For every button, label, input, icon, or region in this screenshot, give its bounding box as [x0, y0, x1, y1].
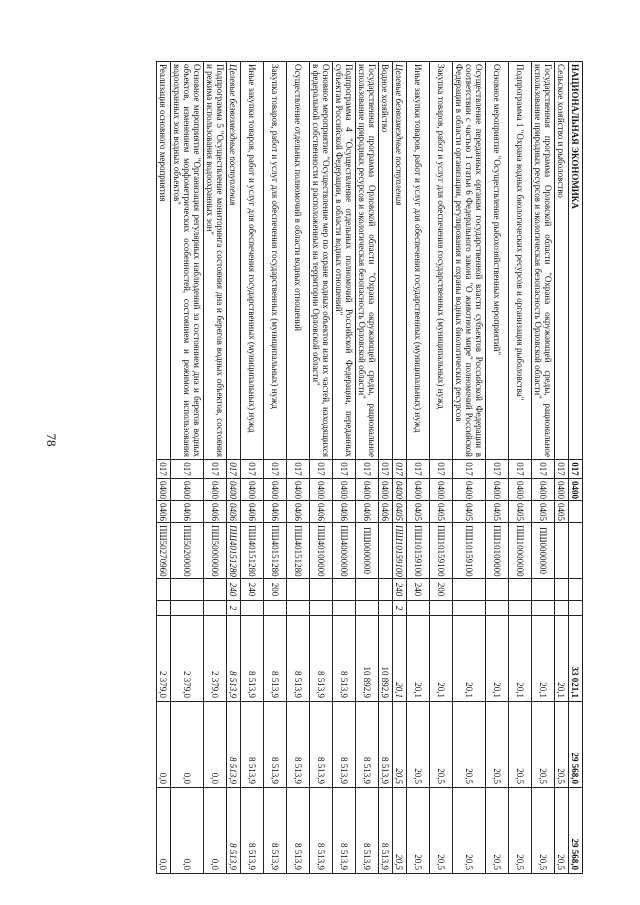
cell-desc: Основное мероприятие "Организация регулярных наблюдений за состоянием дна и берегов водных объектов, изменением морфометрических особенностей, состоянием и режимом использования водоохранных зон водных объектов"	[171, 62, 204, 460]
table-row	[310, 62, 333, 874]
cell-s3: 0,0	[157, 788, 171, 874]
cell-pr: 0406	[356, 501, 379, 523]
cell-s2: 20,5	[407, 702, 430, 788]
cell-rz: 0400	[287, 479, 310, 501]
cell-s1: 20,1	[430, 616, 453, 702]
cell-s1: 20,1	[393, 616, 407, 702]
cell-s3: 20,5	[453, 788, 486, 874]
cell-s1: 8 513,9	[264, 616, 287, 702]
cell-s1: 20,1	[486, 616, 509, 702]
cell-s1: 2 379,0	[157, 616, 171, 702]
table-row	[333, 62, 356, 874]
cell-dop	[310, 601, 333, 616]
cell-s3: 0,0	[171, 788, 204, 874]
cell-csr: ПШ50200000	[171, 523, 204, 579]
cell-desc: Целевые безвозмездные поступления	[227, 62, 241, 460]
cell-vr	[509, 579, 532, 601]
cell-desc: Государственная программа Орловской области "Охрана окружающей среды, рациональное использование природных ресурсов и экологическая безопасность Орловской области"	[532, 62, 555, 460]
cell-vr	[204, 579, 227, 601]
cell-s1: 2 379,0	[204, 616, 227, 702]
cell-s1: 8 513,9	[241, 616, 264, 702]
cell-pr: 0405	[486, 501, 509, 523]
cell-desc: Подпрограмма 1 "Охрана водных биологических ресурсов и организация рыболовства"	[509, 62, 532, 460]
cell-vr	[287, 579, 310, 601]
cell-csr: ПШ40151280	[241, 523, 264, 579]
cell-dop	[171, 601, 204, 616]
cell-s3: 20,5	[407, 788, 430, 874]
cell-ved: 017	[555, 460, 569, 479]
cell-pr: 0406	[264, 501, 287, 523]
cell-dop: 2	[393, 601, 407, 616]
cell-s2: 8 513,9	[287, 702, 310, 788]
cell-dop	[430, 601, 453, 616]
cell-dop	[486, 601, 509, 616]
cell-ved: 017	[509, 460, 532, 479]
cell-s3: 20,5	[430, 788, 453, 874]
cell-ved: 017	[227, 460, 241, 479]
cell-pr: 0406	[204, 501, 227, 523]
cell-ved: 017	[379, 460, 393, 479]
cell-s3: 29 568,0	[569, 788, 583, 874]
table-row	[430, 62, 453, 874]
cell-desc: Основное мероприятие "Осуществление рыбохозяйственных мероприятий"	[486, 62, 509, 460]
cell-csr: ПШ0000000	[532, 523, 555, 579]
cell-rz: 0400	[227, 479, 241, 501]
cell-rz: 0400	[241, 479, 264, 501]
cell-s2: 20,5	[393, 702, 407, 788]
cell-s1: 20,1	[555, 616, 569, 702]
cell-s3: 8 513,9	[333, 788, 356, 874]
cell-vr: 240	[407, 579, 430, 601]
cell-vr: 240	[227, 579, 241, 601]
cell-dop	[157, 601, 171, 616]
table-row	[532, 62, 555, 874]
cell-s3: 20,5	[532, 788, 555, 874]
cell-dop	[555, 601, 569, 616]
cell-rz: 0400	[555, 479, 569, 501]
cell-s2: 8 513,9	[333, 702, 356, 788]
cell-rz: 0400	[569, 479, 583, 501]
cell-ved: 017	[264, 460, 287, 479]
cell-pr: 0405	[453, 501, 486, 523]
cell-desc: Основное мероприятие "Осуществление мер по охране водных объектов или их частей, находящихся в федеральной собственности и расположенных на территории Орловской области"	[310, 62, 333, 460]
cell-vr	[171, 579, 204, 601]
cell-s1: 2 379,0	[171, 616, 204, 702]
cell-s3: 8 513,9	[241, 788, 264, 874]
cell-rz: 0400	[430, 479, 453, 501]
cell-s2: 0,0	[204, 702, 227, 788]
cell-vr	[555, 579, 569, 601]
cell-vr	[532, 579, 555, 601]
cell-s1: 20,1	[509, 616, 532, 702]
cell-csr: ПШ40000000	[333, 523, 356, 579]
cell-ved: 017	[333, 460, 356, 479]
table-row	[157, 62, 171, 874]
cell-pr: 0405	[532, 501, 555, 523]
cell-desc: Целевые безвозмездные поступления	[393, 62, 407, 460]
cell-s3: 8 513,9	[264, 788, 287, 874]
cell-csr: ПШ50270960	[157, 523, 171, 579]
cell-dop	[379, 601, 393, 616]
cell-s3: 20,5	[509, 788, 532, 874]
table-row	[171, 62, 204, 874]
cell-vr	[157, 579, 171, 601]
cell-rz: 0400	[407, 479, 430, 501]
cell-csr: ПШ50000000	[204, 523, 227, 579]
page-number: 78	[44, 433, 59, 447]
cell-csr: ПШ10159100	[407, 523, 430, 579]
cell-csr: ПШ10159100	[430, 523, 453, 579]
cell-csr	[555, 523, 569, 579]
cell-ved: 017	[486, 460, 509, 479]
cell-dop	[356, 601, 379, 616]
cell-ved: 017	[407, 460, 430, 479]
cell-desc: Иные закупки товаров, работ и услуг для обеспечения государственных (муниципальных) нужд	[407, 62, 430, 460]
cell-rz: 0400	[453, 479, 486, 501]
cell-csr: ПШ10159100	[453, 523, 486, 579]
table-row	[241, 62, 264, 874]
cell-desc: Сельское хозяйство и рыболовство	[555, 62, 569, 460]
cell-s3: 8 513,9	[227, 788, 241, 874]
cell-dop	[532, 601, 555, 616]
table-row	[379, 62, 393, 874]
cell-dop	[204, 601, 227, 616]
cell-dop	[241, 601, 264, 616]
cell-pr: 0405	[509, 501, 532, 523]
cell-desc: Государственная программа Орловской области "Охрана окружающей среды, рациональное использование природных ресурсов и экологическая безопасность Орловской области"	[356, 62, 379, 460]
cell-s1: 8 513,9	[227, 616, 241, 702]
cell-pr: 0406	[333, 501, 356, 523]
cell-s3: 8 513,9	[310, 788, 333, 874]
cell-dop	[287, 601, 310, 616]
cell-vr	[453, 579, 486, 601]
cell-ved: 017	[453, 460, 486, 479]
table-row	[287, 62, 310, 874]
cell-pr: 0405	[393, 501, 407, 523]
cell-s2: 8 513,9	[356, 702, 379, 788]
cell-s1: 10 892,9	[379, 616, 393, 702]
cell-rz: 0400	[509, 479, 532, 501]
cell-s2: 8 513,9	[310, 702, 333, 788]
cell-csr: ПШ10159100	[393, 523, 407, 579]
cell-s3: 8 513,9	[287, 788, 310, 874]
cell-pr: 0405	[407, 501, 430, 523]
cell-s2: 0,0	[157, 702, 171, 788]
cell-pr: 0405	[430, 501, 453, 523]
cell-csr: ПШ10100000	[486, 523, 509, 579]
cell-ved: 017	[532, 460, 555, 479]
cell-s1: 10 892,9	[356, 616, 379, 702]
cell-csr: ПШ40100000	[310, 523, 333, 579]
cell-s3: 8 513,9	[356, 788, 379, 874]
cell-rz: 0400	[393, 479, 407, 501]
cell-rz: 0400	[379, 479, 393, 501]
cell-pr	[569, 501, 583, 523]
cell-ved: 017	[171, 460, 204, 479]
cell-s1: 20,1	[532, 616, 555, 702]
cell-dop	[453, 601, 486, 616]
cell-desc: Подпрограмма 4 "Осуществление отдельных полномочий Российской Федерации, переданных субъектам Российской Федерации, в области водных отношений"	[333, 62, 356, 460]
table-row	[486, 62, 509, 874]
cell-vr	[356, 579, 379, 601]
cell-vr	[333, 579, 356, 601]
cell-csr: ПШ40151280	[227, 523, 241, 579]
table-row	[509, 62, 532, 874]
cell-s3: 0,0	[204, 788, 227, 874]
cell-vr	[379, 579, 393, 601]
cell-ved: 017	[310, 460, 333, 479]
cell-rz: 0400	[486, 479, 509, 501]
budget-table	[156, 61, 583, 874]
cell-s2: 8 513,9	[379, 702, 393, 788]
cell-csr	[569, 523, 583, 579]
table-row	[204, 62, 227, 874]
cell-rz: 0400	[264, 479, 287, 501]
cell-pr: 0406	[157, 501, 171, 523]
cell-csr: ПШ10000000	[509, 523, 532, 579]
cell-dop	[264, 601, 287, 616]
cell-desc: Реализация основного мероприятия	[157, 62, 171, 460]
cell-s2: 8 513,9	[241, 702, 264, 788]
cell-pr: 0406	[241, 501, 264, 523]
cell-vr	[486, 579, 509, 601]
table-row	[356, 62, 379, 874]
cell-ved: 017	[430, 460, 453, 479]
table-row	[569, 62, 583, 874]
cell-ved: 017	[241, 460, 264, 479]
table-row	[393, 62, 407, 874]
cell-s2: 20,5	[555, 702, 569, 788]
cell-desc: НАЦИОНАЛЬНАЯ ЭКОНОМИКА	[569, 62, 583, 460]
table-row	[227, 62, 241, 874]
cell-s2: 8 513,9	[227, 702, 241, 788]
cell-ved: 017	[393, 460, 407, 479]
cell-pr: 0406	[287, 501, 310, 523]
cell-vr: 200	[264, 579, 287, 601]
cell-desc: Подпрограмма 5 "Осуществление мониторинга состояния дна и берегов водных объектов, состояния и режима использования водоохранных зон"	[204, 62, 227, 460]
page-number-box	[40, 0, 62, 905]
table-row	[453, 62, 486, 874]
cell-s2: 20,5	[486, 702, 509, 788]
cell-pr: 0406	[227, 501, 241, 523]
cell-pr: 0406	[171, 501, 204, 523]
cell-ved: 017	[287, 460, 310, 479]
cell-s3: 20,5	[393, 788, 407, 874]
cell-rz: 0400	[333, 479, 356, 501]
table-row	[264, 62, 287, 874]
cell-desc: Закупка товаров, работ и услуг для обеспечения государственных (муниципальных) нужд	[430, 62, 453, 460]
cell-s2: 20,5	[532, 702, 555, 788]
cell-pr: 0406	[310, 501, 333, 523]
cell-desc: Закупка товаров, работ и услуг для обеспечения государственных (муниципальных) нужд	[264, 62, 287, 460]
cell-vr: 200	[430, 579, 453, 601]
cell-ved: 017	[204, 460, 227, 479]
cell-dop	[407, 601, 430, 616]
cell-s3: 20,5	[486, 788, 509, 874]
cell-rz: 0400	[356, 479, 379, 501]
table-row	[407, 62, 430, 874]
cell-s1: 20,1	[407, 616, 430, 702]
cell-vr: 240	[393, 579, 407, 601]
cell-dop	[569, 601, 583, 616]
cell-rz: 0400	[171, 479, 204, 501]
cell-s3: 20,5	[555, 788, 569, 874]
cell-ved: 017	[157, 460, 171, 479]
cell-s1: 33 021,1	[569, 616, 583, 702]
cell-csr	[379, 523, 393, 579]
cell-s1: 8 513,9	[287, 616, 310, 702]
cell-s1: 8 513,9	[333, 616, 356, 702]
cell-s2: 0,0	[171, 702, 204, 788]
cell-desc: Осуществление отдельных полномочий в области водных отношений	[287, 62, 310, 460]
table-row	[555, 62, 569, 874]
cell-vr	[310, 579, 333, 601]
cell-desc: Осуществление переданных органам государственной власти субъектов Российской Федерации в соответствии с частью 1 статьи 6 Федерального закона "О животном мире" полномочий Российской Федерации в области организации, регулирования и охраны водных биологических ресурсов	[453, 62, 486, 460]
cell-vr: 240	[241, 579, 264, 601]
cell-desc: Иные закупки товаров, работ и услуг для обеспечения государственных (муниципальных) нужд	[241, 62, 264, 460]
cell-rz: 0400	[157, 479, 171, 501]
cell-csr: ПШ40151280	[287, 523, 310, 579]
cell-s2: 8 513,9	[264, 702, 287, 788]
cell-dop	[509, 601, 532, 616]
cell-s2: 20,5	[430, 702, 453, 788]
cell-pr: 0406	[379, 501, 393, 523]
cell-desc: Водное хозяйство	[379, 62, 393, 460]
cell-rz: 0400	[310, 479, 333, 501]
cell-ved: 017	[356, 460, 379, 479]
cell-s2: 20,5	[453, 702, 486, 788]
cell-s1: 8 513,9	[310, 616, 333, 702]
cell-s3: 8 513,9	[379, 788, 393, 874]
cell-dop: 2	[227, 601, 241, 616]
cell-pr: 0405	[555, 501, 569, 523]
cell-dop	[333, 601, 356, 616]
cell-rz: 0400	[532, 479, 555, 501]
cell-ved: 017	[569, 460, 583, 479]
cell-csr: ПШ40151280	[264, 523, 287, 579]
cell-rz: 0400	[204, 479, 227, 501]
cell-vr	[569, 579, 583, 601]
cell-csr: ПШ0000000	[356, 523, 379, 579]
cell-s2: 29 568,0	[569, 702, 583, 788]
cell-s1: 20,1	[453, 616, 486, 702]
budget-table-rotated	[62, 61, 583, 873]
cell-s2: 20,5	[509, 702, 532, 788]
